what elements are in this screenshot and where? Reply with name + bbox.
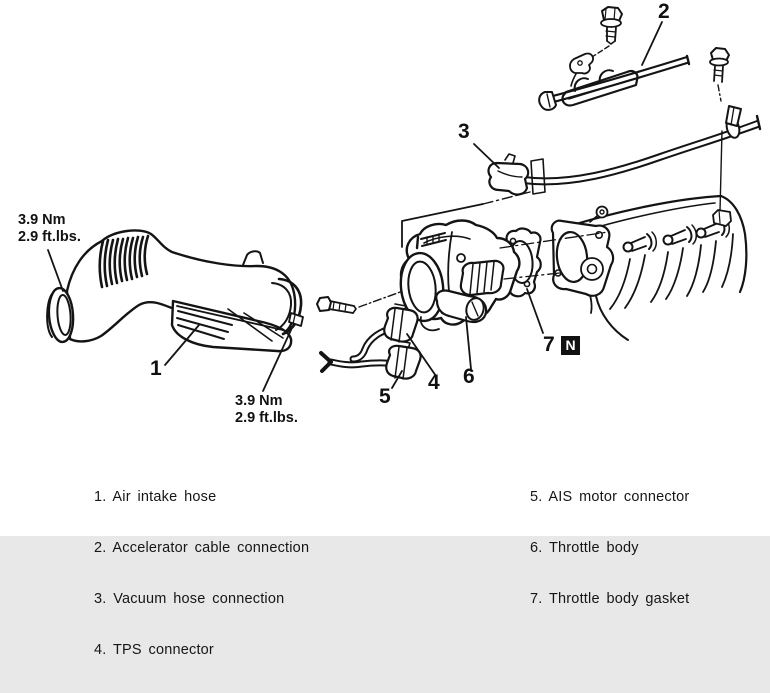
legend-item: 1. Air intake hose [94, 489, 217, 505]
callout-4: 4 [428, 371, 440, 394]
legend-right-column [530, 455, 689, 642]
legend-item: 7. Throttle body gasket [530, 591, 690, 607]
legend-item: 3. Vacuum hose connection [94, 591, 285, 607]
clamp-bolt-drawing [317, 297, 356, 313]
note-n-badge: N [561, 336, 580, 355]
callout-7: 7 [543, 333, 555, 356]
callout-3: 3 [458, 120, 470, 143]
callout-6: 6 [463, 365, 475, 388]
legend-left-column [94, 455, 309, 693]
legend-item: 4. TPS connector [94, 642, 214, 658]
torque-label-lower: 3.9 Nm 2.9 ft.lbs. [235, 393, 298, 426]
legend-item: 2. Accelerator cable connection [94, 540, 310, 556]
torque-label-upper: 3.9 Nm 2.9 ft.lbs. [18, 212, 81, 245]
bracket-bolt-icon [601, 7, 622, 44]
air-intake-hose-drawing [47, 230, 303, 351]
callout-2: 2 [658, 0, 670, 23]
tps-sensor-drawing [461, 261, 504, 295]
wiring-connectors-drawing [321, 304, 421, 379]
callout-1: 1 [150, 357, 162, 380]
legend-item: 6. Throttle body [530, 540, 639, 556]
callout-5: 5 [379, 385, 391, 408]
manifold-flange-drawing [552, 221, 613, 296]
legend-item: 5. AIS motor connector [530, 489, 690, 505]
